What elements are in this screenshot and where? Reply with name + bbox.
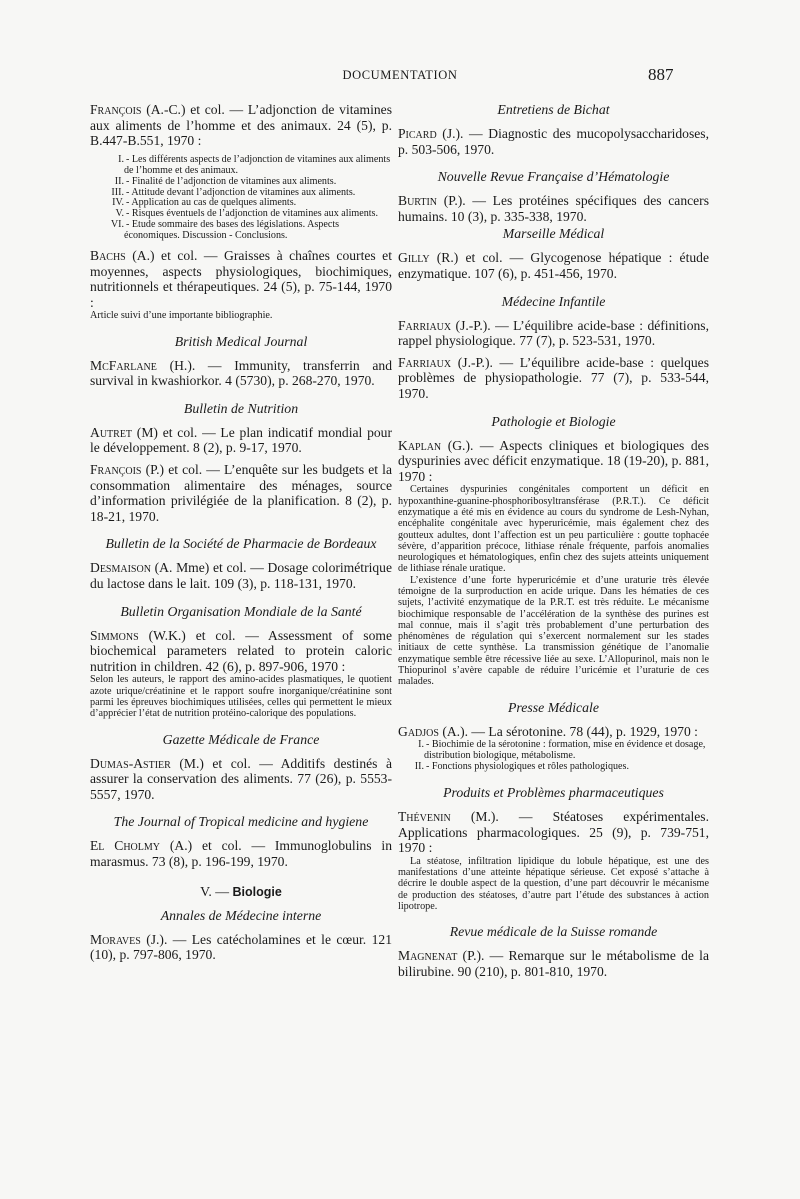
journal-heading: The Journal of Tropical medicine and hygiene — [113, 814, 369, 830]
journal-heading: Marseille Médical — [502, 226, 605, 242]
bibliography-entry: Gilly (R.) et col. — Glycogenose hépatique : étude enzymatique. 107 (6), p. 451-456, 1970. — [398, 250, 709, 281]
bibliography-entry: Gadjos (A.). — La sérotonine. 78 (44), p. 1929, 1970 : — [398, 723, 698, 739]
page-number: 887 — [648, 65, 674, 84]
contents-list — [90, 155, 392, 242]
section-heading: V. — Biologie — [200, 883, 282, 899]
journal-heading: Pathologie et Biologie — [491, 413, 616, 429]
bibliography-entry: François (A.-C.) et col. — L’adjonction de vitamines aux aliments de l’homme et des animaux. 24 (5), p. B.447-B.551, 1970 : — [90, 102, 392, 149]
list-item: I. - Biochimie de la sérotonine : formation, mise en évidence et dosage, distribution biologique, métabolisme. — [418, 739, 706, 762]
contents-list — [398, 740, 709, 773]
bibliography-entry: Dumas-Astier (M.) et col. — Additifs destinés à assurer la conservation des aliments. 77 (26), p. 5553-5557, 1970. — [90, 755, 392, 802]
journal-heading: Presse Médicale — [507, 699, 600, 715]
abstract-note: Article suivi d’une importante bibliographie. — [90, 310, 273, 322]
journal-heading: Bulletin de Nutrition — [183, 400, 299, 416]
journal-heading: Médecine Infantile — [501, 293, 606, 309]
bibliography-entry: Farriaux (J.-P.). — L’équilibre acide-base : quelques problèmes de physiopathologie. 77 (7), p. 533-544, 1970. — [398, 354, 709, 401]
list-item: II. - Fonctions physiologiques et rôles pathologiques. — [414, 761, 629, 773]
journal-heading: Bulletin Organisation Mondiale de la Santé — [120, 603, 362, 619]
bibliography-entry: Magnenat (P.). — Remarque sur le métabolisme de la bilirubine. 90 (210), p. 801-810, 1970. — [398, 948, 709, 979]
bibliography-entry: Moraves (J.). — Les catécholamines et le cœur. 121 (10), p. 797-806, 1970. — [90, 931, 392, 963]
list-item: II. - Finalité de l’adjonction de vitamines aux aliments. — [114, 175, 337, 187]
list-item: V. - Risques éventuels de l’adjonction de vitamines aux aliments. — [115, 208, 379, 220]
abstract-note: Certaines dyspurinies congénitales comportent un déficit en hypoxanthine-guanine-phosphoribosyltransférase (P.R.T.). Ce déficit enzymatique a été mis en évidence au cours du syndrome de Lesh-Nyhan, encéphalite congénitale avec hyperuricémie, mais également chez des goutteux adultes, dont l’affection est un peu particulière : goutte tophacée sévère, d’apparition précoce, lithiase rénale fréquente, parfois anomalies neurologiques et hématologiques, enfin chez des sujets atteints uniquement de lithiase rénale uratique. — [398, 484, 709, 575]
running-title: DOCUMENTATION — [342, 68, 458, 82]
list-item: I. - Les différents aspects de l’adjonction de vitamines aux aliments de l’homme et des animaux. — [118, 153, 391, 176]
journal-heading: Revue médicale de la Suisse romande — [449, 924, 658, 940]
bibliography-entry: Autret (M) et col. — Le plan indicatif mondial pour le développement. 8 (2), p. 9-17, 1970. — [90, 424, 392, 456]
abstract-note: Selon les auteurs, le rapport des amino-acides plasmatiques, le quotient azote urique/créatinine et le rapport soufre inorganique/créatinine sont parmi les épreuves biochimiques utilisées, celles qui permettent le mieux d’apprécier l’état de nutrition protéino-calorique des populations. — [90, 674, 392, 720]
journal-heading: Entretiens de Bichat — [497, 102, 610, 117]
bibliography-entry: Simmons (W.K.) et col. — Assessment of some biochemical parameters related to protein caloric nutrition in children. 42 (6), p. 897-906, 1970 : — [90, 627, 392, 674]
bibliography-entry: El Cholmy (A.) et col. — Immunoglobulins in marasmus. 73 (8), p. 196-199, 1970. — [90, 838, 392, 869]
bibliography-entry: Kaplan (G.). — Aspects cliniques et biologiques des dyspurinies avec déficit enzymatique. 18 (19-20), p. 881, 1970 : — [398, 437, 709, 484]
journal-heading: Nouvelle Revue Française d’Hématologie — [437, 169, 670, 185]
bibliography-entry: Farriaux (J.-P.). — L’équilibre acide-base : définitions, rappel physiologique. 77 (7), p. 523-531, 1970. — [398, 317, 709, 349]
left-column — [90, 102, 392, 969]
list-item: IV. - Application au cas de quelques aliments. — [112, 197, 297, 209]
bibliography-entry: Desmaison (A. Mme) et col. — Dosage colorimétrique du lactose dans le lait. 109 (3), p. 118-131, 1970. — [90, 560, 392, 592]
bibliography-entry: McFarlane (H.). — Immunity, transferrin and survival in kwashiorkor. 4 (5730), p. 268-270, 1970. — [90, 357, 392, 389]
journal-heading: Annales de Médecine interne — [160, 907, 322, 923]
list-item: VI. - Etude sommaire des bases des législations. Aspects économiques. Discussion - Conclusions. — [110, 219, 340, 242]
journal-heading: Produits et Problèmes pharmaceutiques — [443, 784, 664, 800]
abstract-note: La stéatose, infiltration lipidique du lobule hépatique, est une des manifestations d’une atteinte hépatique sérieuse. Cet exposé s’attache à décrire le double aspect de la question, d’une part découvrir le mécanisme de production des stéatoses, d’autre part l’étude des substances à action lipotrope. — [398, 855, 709, 912]
journal-heading: Bulletin de la Société de Pharmacie de Bordeaux — [105, 536, 377, 552]
page-header — [0, 65, 800, 88]
journal-heading: Gazette Médicale de France — [162, 731, 320, 747]
bibliography-entry: Burtin (P.). — Les protéines spécifiques des cancers humains. 10 (3), p. 335-338, 1970. — [398, 193, 709, 224]
right-column — [398, 102, 709, 985]
bibliography-entry: Thévenin (M.). — Stéatoses expérimentales. Applications pharmacologiques. 25 (9), p. 739-751, 1970 : — [398, 808, 709, 856]
abstract-note: L’existence d’une forte hyperuricémie et d’une uraturie très élevée témoigne de la surproduction en acide urique. Dans les hématies de ces sujets, l’activité enzymatique de la P.R.T. est très réduite. Le mécanisme biochimique responsable de l’accélération de la synthèse des purines est mal connue, mais il s’agit très probablement d’une perturbation des phénomènes de régulation qui s’exercent normalement sur les stades initiaux de cette synthèse. La transmission génétique de l’anomalie enzymatique semble être récessive liée au sexe. L’Allopurinol, mais non le Thiopurinol s’avère capable de réduire l’uricémie et l’uraturie de ces malades. — [398, 574, 709, 688]
bibliography-entry: François (P.) et col. — L’enquête sur les budgets et la consommation alimentaire des ménages, source d’information privilégiée de la planification. 8 (2), p. 18-21, 1970. — [90, 462, 392, 524]
journal-heading: British Medical Journal — [174, 333, 308, 349]
bibliography-entry: Bachs (A.) et col. — Graisses à chaînes courtes et moyennes, aspects physiologiques, biochimiques, nutritionnels et thérapeutiques. 24 (5), p. 75-144, 1970 : — [90, 248, 392, 310]
list-item: III. - Attitude devant l’adjonction de vitamines aux aliments. — [111, 186, 356, 198]
bibliography-entry: Picard (J.). — Diagnostic des mucopolysaccharidoses, p. 503-506, 1970. — [398, 126, 709, 157]
